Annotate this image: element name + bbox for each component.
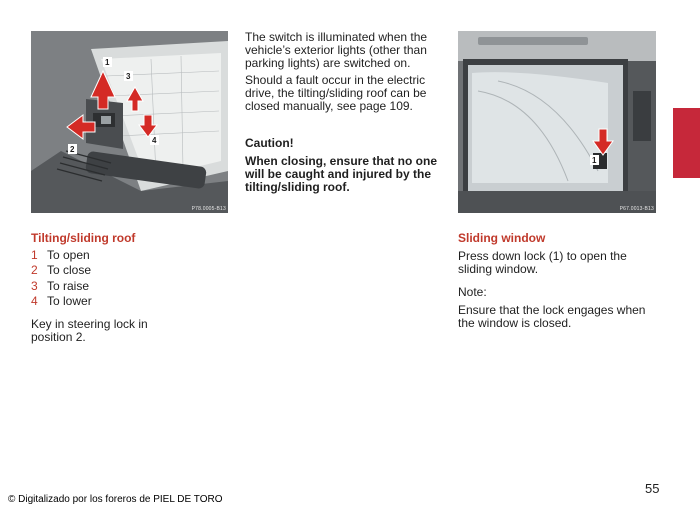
list-item (31, 294, 92, 309)
manual-close-paragraph: Should a fault occur in the electric drive, the tilting/sliding roof can be closed manually, see page 109. (245, 73, 427, 113)
sliding-window-heading: Sliding window (458, 231, 546, 245)
callout-2: 2 (70, 145, 75, 154)
item-number: 1 (31, 248, 38, 262)
callout-1: 1 (592, 156, 597, 165)
item-number: 4 (31, 293, 38, 308)
illumination-paragraph: The switch is illuminated when the vehicle’s exterior lights (other than parking lights) are switched on. (245, 30, 428, 70)
figure-code: P78.0005-B13 (191, 206, 226, 212)
item-label: To open (47, 248, 90, 262)
item-label: To close (47, 263, 92, 278)
sliding-window-figure (458, 31, 656, 213)
tilting-roof-heading: Tilting/sliding roof (31, 231, 136, 245)
lock-note-paragraph: Ensure that the lock engages when the window is closed. (458, 303, 646, 330)
note-label: Note: (458, 285, 487, 299)
caution-title: Caution! (245, 136, 294, 150)
callout-3: 3 (126, 72, 131, 81)
page-number: 55 (645, 481, 660, 496)
item-number: 3 (31, 278, 38, 293)
callout-4: 4 (152, 136, 157, 145)
callout-1: 1 (105, 58, 110, 67)
roof-switch-figure (31, 31, 228, 213)
key-note: Key in steering lock in position 2. (31, 317, 148, 344)
figure-code: P67.0013-B13 (619, 206, 654, 212)
sliding-window-paragraph: Press down lock (1) to open the sliding window. (458, 249, 627, 276)
roof-functions-list (31, 248, 92, 309)
section-tab (673, 108, 700, 178)
caution-text: When closing, ensure that no one will be caught and injured by the tilting/sliding roof. (245, 154, 438, 194)
item-label: To raise (47, 278, 90, 293)
item-number: 2 (31, 263, 38, 278)
list-item (31, 263, 92, 278)
list-item (31, 248, 92, 263)
item-label: To lower (47, 293, 92, 308)
footer-credit: © Digitalizado por los foreros de PIEL DE TORO (8, 494, 223, 505)
list-item (31, 279, 92, 294)
